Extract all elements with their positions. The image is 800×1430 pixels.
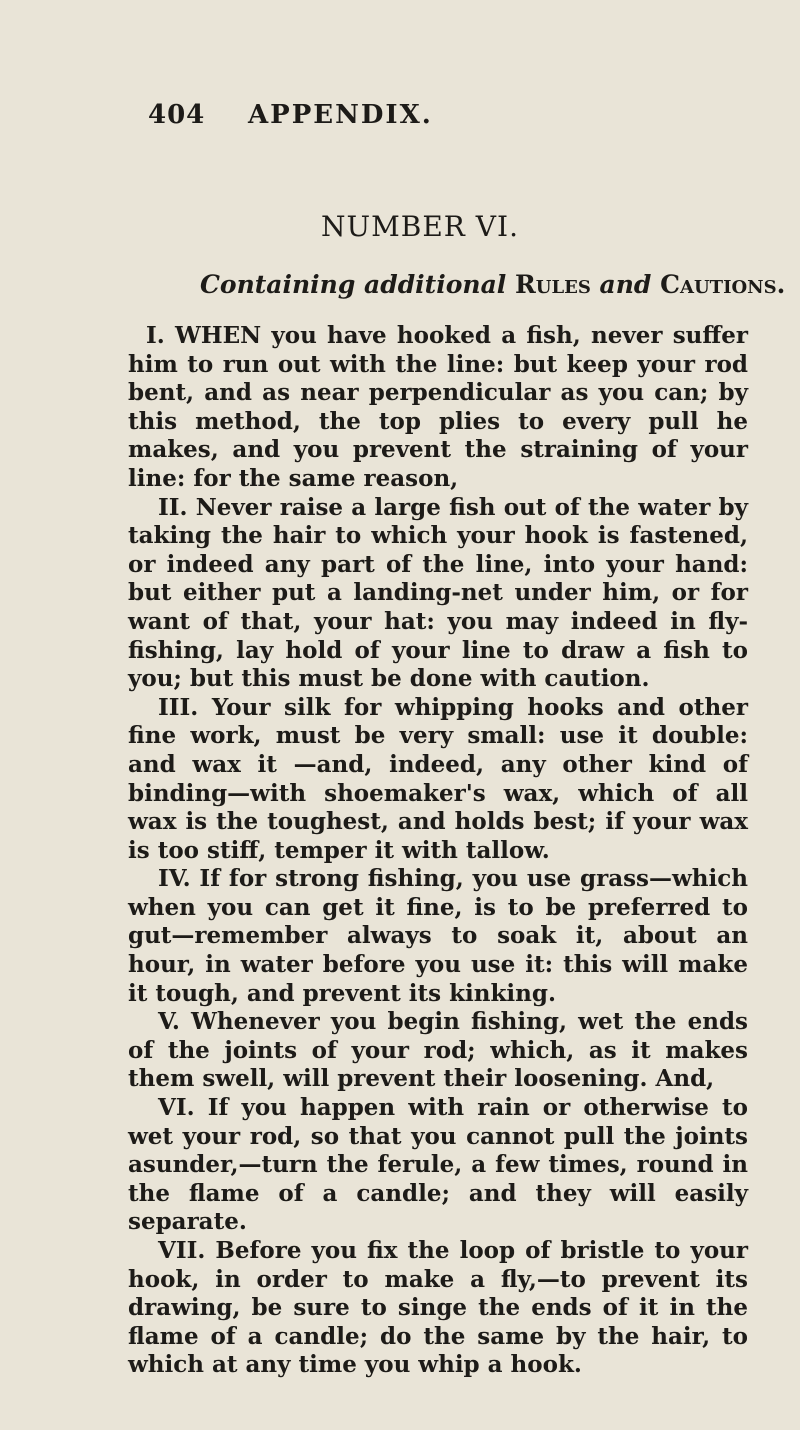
section-subtitle — [200, 270, 785, 299]
rule-paragraph-4: IV. If for strong fishing, you use grass—which when you can get it fine, is to be preferred to gut—remember always to soak it, about an hour, in water before you use it: this will make it tough, and prevent its kinking. — [128, 865, 748, 1007]
rule-paragraph-2: II. Never raise a large fish out of the water by taking the hair to which your hook is fastened, or indeed any part of the line, into your hand: but either put a landing-net under him, or for want of that, your hat: you may indeed in fly-fishing, lay hold of your line to draw a fish to you; but this must be done with caution. — [128, 493, 748, 693]
section-title: NUMBER VI. — [321, 210, 519, 243]
subtitle-text: Containing additional — [200, 270, 515, 299]
running-head: APPENDIX. — [248, 100, 433, 130]
page-header — [148, 100, 740, 140]
rule-paragraph-5: V. Whenever you begin fishing, wet the ends of the joints of your rod; which, as it makes them swell, will prevent their loosening. And, — [128, 1008, 748, 1093]
body-text — [128, 322, 748, 1380]
subtitle-cautions: Cautions. — [660, 270, 786, 299]
subtitle-and: and — [590, 270, 661, 299]
rule-paragraph-7: VII. Before you fix the loop of bristle to your hook, in order to make a fly,—to prevent its drawing, be sure to singe the ends of it in the flame of a candle; do the same by the hair, to which at any time you whip a hook. — [128, 1237, 748, 1379]
rule-paragraph-6: VI. If you happen with rain or otherwise to wet your rod, so that you cannot pull the joints asunder,—turn the ferule, a few times, round in the flame of a candle; and they will easily separate. — [128, 1094, 748, 1236]
subtitle-rules: Rules — [514, 270, 591, 299]
rule-paragraph-1: I. WHEN you have hooked a fish, never suffer him to run out with the line: but keep your rod bent, and as near perpendicular as you can; by this method, the top plies to every pull he makes, and you prevent the straining of your line: for the same reason, — [128, 322, 748, 492]
page-number: 404 — [148, 100, 206, 130]
rule-paragraph-3: III. Your silk for whipping hooks and other fine work, must be very small: use it double: and wax it —and, indeed, any other kind of binding—with shoemaker's wax, which of all wax is the toughest, and holds best; if your wax is too stiff, temper it with tallow. — [128, 693, 748, 864]
